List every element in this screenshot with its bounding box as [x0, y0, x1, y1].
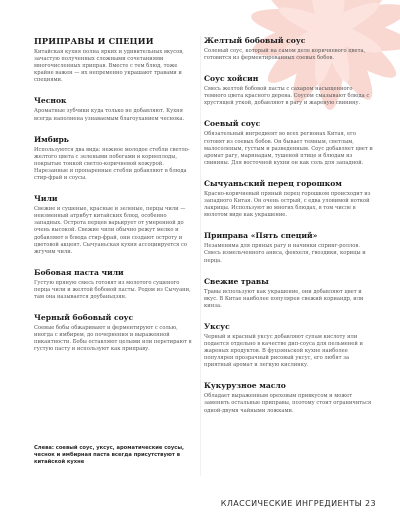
section-title: Чили [34, 194, 58, 204]
section-text: Красно-коричневый пряный перец горошком происходит из западного Китая. Он очень острый, с едва уловимой ноткой лакрицы. Используют во многих блюдах, в том числе в молотом виде как украшение. [204, 190, 371, 219]
right-column [204, 36, 374, 427]
section-title: Чеснок [34, 96, 67, 106]
section-title: Имбирь [34, 134, 69, 144]
section-corn-oil [204, 381, 374, 414]
section-title: Черный бобовый соус [34, 313, 134, 323]
section-text: Незаменима для пряных рагу и начинки спринг-роллов. Смесь измельченного аниса, фенхеля, гвоздики, корицы и перца. [204, 243, 366, 264]
section-yellow-bean-sauce [204, 36, 374, 62]
section-vinegar [204, 322, 374, 369]
section-text: Обязательный ингредиент во всех регионах Китая, его готовят из соевых бобов. Он бывает темным, светлым, малосоленым, густым и разведенным. Соус добавляет цвет и аромат рагу, маринадам, тушеной птице и блюдам из свинины. Для восточной кухни он как соль для западной. [204, 131, 373, 166]
section-title: Соевый соус [204, 119, 261, 129]
section-black-bean-sauce [34, 313, 194, 353]
intro-title: ПРИПРАВЫ И СПЕЦИИ [34, 36, 154, 46]
section-hoisin [204, 74, 374, 107]
section-title: Бобовая паста чили [34, 267, 124, 277]
section-title: Свежие травы [204, 276, 269, 286]
page-footer: КЛАССИЧЕСКИЕ ИНГРЕДИЕНТЫ 23 [220, 499, 376, 508]
section-text: Соевые бобы обжаривают и ферментируют с солью, иногда с имбирем, до почернения и выраженной пикантности. Бобы оставляют целыми или перетирают в густую пасту и используют как приправу. [34, 325, 192, 353]
intro-section [34, 36, 194, 84]
section-title: Соус хойсин [204, 74, 259, 84]
section-fresh-herbs [204, 277, 374, 310]
section-sichuan-pepper [204, 179, 374, 219]
section-title: Кукурузное масло [204, 381, 286, 391]
column-divider [200, 36, 201, 476]
section-title: Приправа «Пять специй» [204, 231, 318, 241]
section-text: Черный и красный уксус добавляют супам кислоту или подается отдельно в качестве дип-соуса для пельменей и жареных продуктов. В фуцзяньской кухне наиболее популярен прозрачный рисовый уксус, его любят за приятный аромат и легкую кислинку. [204, 333, 363, 369]
section-text: Смесь желтой бобовой пасты с сахаром насыщенного темного цвета красного дерева. Соусом смазывают блюда с хрустящей уткой, добавляют в рагу и жареную свинину. [204, 86, 370, 107]
section-ginger [34, 135, 194, 182]
section-five-spice [204, 231, 374, 264]
section-title: Сычуаньский перец горошком [204, 178, 342, 188]
section-text: Густую пряную смесь готовят из молотого сушеного перца чили и желтой бобовой пасты. Родом из Сычуани, там она называется доубаньцзян. [34, 279, 191, 300]
left-column [34, 36, 194, 365]
section-text: Ароматные зубчики куда только не добавляют. Кухня всегда наполнена узнаваемым благоуханием чеснока. [34, 108, 185, 122]
section-text: Свежие и сушеные, красные и зеленые, перцы чили — неизменный атрибут китайских блюд, особенно западных. Острота перцев варьирует от умеренной до очень высокой. Свежие чили обычно режут мелко и добавляют в блюда стир-фрай, они создают остроту и цветовой акцент. Сычуаньская кухня ассоциируется со жгучим чили. [34, 206, 187, 255]
section-chili [34, 194, 194, 256]
section-text: Травы используют как украшение, они добавляют цвет и вкус. В Китае наиболее популярен свежий кориандр, или кинза. [204, 288, 364, 309]
section-chili-bean-paste [34, 268, 194, 301]
section-title: Желтый бобовый соус [204, 36, 306, 45]
section-title: Уксус [204, 321, 230, 331]
section-text: Обладает выраженным ореховым привкусом и может заменить остальные приправы, поэтому стоит ограничиться одной-двумя чайными ложками. [204, 393, 372, 414]
photo-caption: Слева: соевый соус, уксус, ароматические соусы, чеснок и имбирная паста всегда присутствуют в китайской кухне [34, 445, 184, 466]
section-text: Соленый соус, который на самом деле коричневого цвета, готовится из ферментированных соевых бобов. [204, 48, 366, 62]
section-soy-sauce [204, 119, 374, 166]
intro-text: Китайская кухня полна ярких и удивительных вкусов, зачастую полученных сложными сочетаниями многочисленных приправ. Вместе с тем блюд, тоже крайне важен — их непременно украшают травами и специями. [34, 49, 184, 84]
section-text: Используются два вида: нежное молодое стебли светло-желтого цвета с зелеными побегами и корнеплоды, покрытые тонкой светло-коричневой кожурой. Нарезанные и пропаренные стебли добавляют в блюда стир-фрай и соусы. [34, 146, 190, 182]
section-garlic [34, 96, 194, 122]
